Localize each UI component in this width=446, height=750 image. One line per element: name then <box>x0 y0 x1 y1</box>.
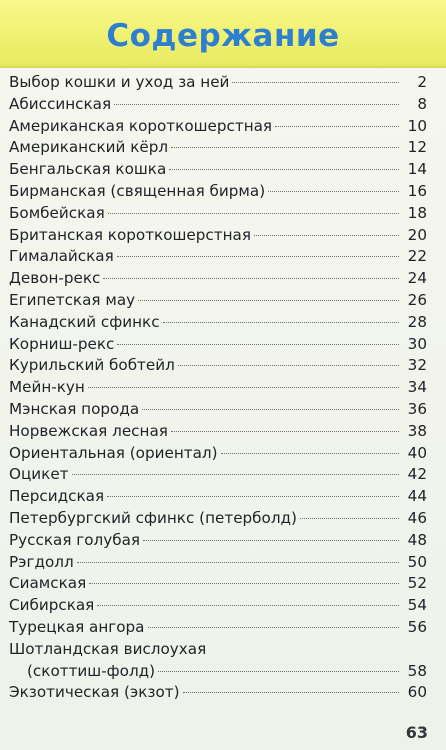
toc-item[interactable] <box>9 682 427 704</box>
toc-item-label: Абиссинская <box>9 94 112 113</box>
toc-item-page: 30 <box>407 334 427 353</box>
toc-item[interactable] <box>9 443 427 465</box>
toc-item-label: Канадский сфинкс <box>9 312 160 331</box>
toc-item-page: 32 <box>407 356 427 375</box>
toc-item-label: Американская короткошерстная <box>9 116 273 135</box>
toc-item-page: 24 <box>407 269 427 288</box>
dot-leader <box>169 169 399 170</box>
toc-item-label: Мейн-кун <box>9 378 85 397</box>
toc-item[interactable] <box>9 72 427 94</box>
header-banner <box>0 0 446 68</box>
dot-leader <box>148 627 400 628</box>
toc-item-label-line-1: Шотландская вислоухая <box>9 639 207 658</box>
toc-item[interactable] <box>9 116 427 138</box>
toc-item-page: 44 <box>407 487 427 506</box>
toc-item-page: 34 <box>407 378 427 397</box>
toc-item-page: 56 <box>407 617 427 636</box>
toc-item[interactable] <box>9 486 427 508</box>
toc-item-label: Норвежская лесная <box>9 421 168 440</box>
toc-item-label: Персидская <box>9 487 105 506</box>
toc-item-label: Гималайская <box>9 247 114 266</box>
dot-leader <box>114 104 399 105</box>
toc-item-page: 26 <box>407 290 427 309</box>
toc-item-page: 52 <box>407 574 427 593</box>
toc-item[interactable] <box>9 355 427 377</box>
page-title: Содержание <box>106 18 340 54</box>
toc-item[interactable] <box>9 399 427 421</box>
toc-item-label: Выбор кошки и уход за ней <box>9 73 230 91</box>
dot-leader <box>89 583 399 584</box>
toc-item[interactable] <box>9 268 427 290</box>
page-number: 63 <box>405 723 428 742</box>
toc-item[interactable] <box>9 421 427 443</box>
toc-item[interactable] <box>9 508 427 530</box>
toc-item-label: Турецкая ангора <box>9 617 145 636</box>
dot-leader <box>138 300 399 301</box>
toc-item[interactable] <box>9 225 427 247</box>
toc-item-page: 22 <box>407 247 427 266</box>
toc-item[interactable] <box>9 530 427 552</box>
toc-item-label: Британская короткошерстная <box>9 225 251 244</box>
toc-item[interactable] <box>9 312 427 334</box>
toc-item-page: 36 <box>407 399 427 418</box>
toc-item-label: Экзотическая (экзот) <box>9 683 180 702</box>
dot-leader <box>97 605 399 606</box>
toc-item[interactable] <box>9 334 427 356</box>
toc-item-page: 38 <box>407 421 427 440</box>
toc-item-page: 10 <box>407 116 427 135</box>
dot-leader <box>117 256 399 257</box>
toc-item-page: 16 <box>407 181 427 200</box>
toc-item-label: Корниш-рекс <box>9 334 115 353</box>
dot-leader <box>88 387 399 388</box>
dot-leader <box>107 496 399 497</box>
dot-leader <box>300 518 399 519</box>
toc-item-label: Курильский бобтейл <box>9 356 175 375</box>
toc-item-page: 50 <box>407 552 427 571</box>
toc-item-page: 46 <box>407 508 427 527</box>
toc-item[interactable] <box>9 464 427 486</box>
toc-item[interactable] <box>9 552 427 574</box>
toc-item-page: 60 <box>407 683 427 702</box>
toc-item-label: Русская голубая <box>9 530 141 549</box>
toc-item-page: 14 <box>407 160 427 179</box>
toc-item[interactable] <box>9 639 427 683</box>
dot-leader <box>77 562 399 563</box>
toc-item-page: 48 <box>407 530 427 549</box>
toc-item-label: Египетская мау <box>9 290 136 309</box>
toc-item[interactable] <box>9 595 427 617</box>
toc-item-page: 18 <box>407 203 427 222</box>
toc-item[interactable] <box>9 290 427 312</box>
toc-item-label: Девон-рекс <box>9 269 101 288</box>
toc-item[interactable] <box>9 137 427 159</box>
dot-leader <box>117 344 399 345</box>
toc-item-page: 8 <box>417 94 427 113</box>
toc-item-page: 12 <box>407 138 427 157</box>
dot-leader <box>171 431 399 432</box>
toc-item-page: 40 <box>407 443 427 462</box>
table-of-contents <box>9 72 427 704</box>
toc-item-page: 20 <box>407 225 427 244</box>
toc-item-label: Сиамская <box>9 574 87 593</box>
dot-leader <box>178 365 399 366</box>
toc-item-page: 58 <box>407 661 427 680</box>
toc-item-label: Бомбейская <box>9 203 105 222</box>
toc-item-label: Петербургский сфинкс (петерболд) <box>9 508 297 527</box>
dot-leader <box>143 540 399 541</box>
toc-item[interactable] <box>9 94 427 116</box>
dot-leader <box>103 278 399 279</box>
dot-leader <box>163 322 399 323</box>
toc-item-label-line-2: (скоттиш-фолд) <box>27 661 156 680</box>
toc-item-label: Американский кёрл <box>9 138 169 157</box>
dot-leader <box>158 671 399 672</box>
toc-item-label: Оцикет <box>9 465 69 484</box>
toc-item[interactable] <box>9 617 427 639</box>
toc-item-page: 42 <box>407 465 427 484</box>
dot-leader <box>72 474 399 475</box>
toc-item[interactable] <box>9 573 427 595</box>
dot-leader <box>221 453 399 454</box>
toc-item[interactable] <box>9 377 427 399</box>
dot-leader <box>108 213 399 214</box>
dot-leader <box>183 692 399 693</box>
dot-leader <box>171 147 399 148</box>
toc-item-label: Сибирская <box>9 596 95 615</box>
toc-item-page: 54 <box>407 596 427 615</box>
toc-item-label: Ориентальная (ориентал) <box>9 443 218 462</box>
dot-leader <box>232 82 399 83</box>
toc-item-label: Бирманская (священная бирма) <box>9 181 266 200</box>
toc-item-label: Бенгальская кошка <box>9 160 167 179</box>
toc-item-page: 2 <box>417 73 427 91</box>
dot-leader <box>275 126 399 127</box>
toc-item-page: 28 <box>407 312 427 331</box>
toc-item[interactable] <box>9 181 427 203</box>
toc-item[interactable] <box>9 159 427 181</box>
toc-item[interactable] <box>9 246 427 268</box>
dot-leader <box>142 409 399 410</box>
dot-leader <box>268 191 399 192</box>
toc-item[interactable] <box>9 203 427 225</box>
toc-item-label: Мэнская порода <box>9 399 140 418</box>
toc-item-label: Рэгдолл <box>9 552 74 571</box>
dot-leader <box>254 235 399 236</box>
